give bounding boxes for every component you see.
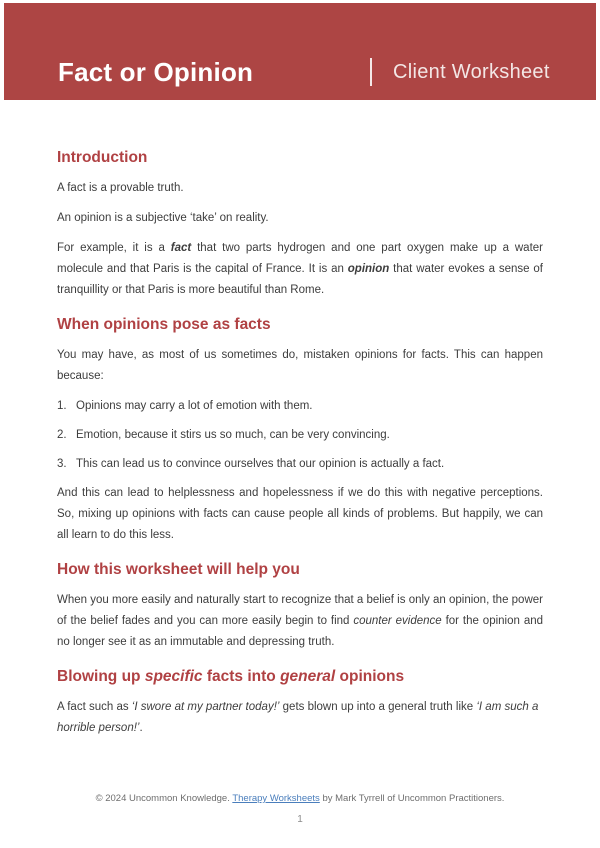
emphasis-opinion: opinion	[347, 263, 390, 275]
quote-horrible-person: ‘I am such a horrible person!’	[57, 701, 539, 734]
banner-subtitle-group	[370, 57, 550, 87]
numbered-list	[57, 396, 543, 475]
document-body	[0, 101, 600, 748]
list-item-text: Opinions may carry a lot of emotion with them.	[76, 400, 313, 412]
copyright-text: by Mark Tyrrell of Uncommon Practitioners.	[319, 793, 505, 804]
list-marker: 2.	[57, 429, 67, 441]
page-footer	[0, 793, 600, 805]
page-title: Fact or Opinion	[58, 57, 254, 87]
intro-paragraph-example	[57, 238, 543, 301]
text-segment: A fact such as	[57, 701, 132, 713]
quote-swore-at-partner: ‘I swore at my partner today!’	[131, 701, 280, 713]
list-marker: 3.	[57, 458, 67, 470]
intro-paragraph-fact: A fact is a provable truth.	[57, 182, 184, 194]
emphasis-specific: specific	[144, 668, 203, 685]
text-segment: that two parts hydrogen and one part oxygen make up a water molecule and that Paris is the capital of France. It is an	[57, 242, 543, 275]
emphasis-fact: fact	[170, 242, 192, 254]
text-segment: gets blown up into a general truth like	[279, 701, 477, 713]
opinions-intro-paragraph: You may have, as most of us sometimes do, mistaken opinions for facts. This can happen because:	[57, 349, 543, 382]
section-heading-introduction: Introduction	[57, 149, 148, 166]
heading-segment: opinions	[335, 668, 405, 685]
section-heading-how-worksheet-helps: How this worksheet will help you	[57, 561, 300, 578]
list-item-text: Emotion, because it stirs us so much, can be very convincing.	[76, 429, 390, 441]
text-segment: For example, it is a	[57, 242, 171, 254]
worksheet-type-label: Client Worksheet	[393, 61, 550, 83]
vertical-divider	[370, 58, 372, 86]
text-segment: for the opinion and no longer see it as an immutable and depressing truth.	[57, 615, 544, 648]
copyright-text: © 2024 Uncommon Knowledge.	[95, 793, 233, 804]
list-item	[57, 396, 543, 417]
text-segment: that water evokes a sense of tranquillity or that Paris is more beautiful than Rome.	[57, 263, 544, 296]
list-marker: 1.	[57, 400, 67, 412]
how-helps-paragraph	[57, 590, 543, 653]
title-banner	[4, 3, 596, 100]
section-heading-opinions-pose-as-facts: When opinions pose as facts	[57, 316, 271, 333]
text-segment: When you more easily and naturally start to recognize that a belief is only an opinion, the power of the belief fades and you can more easily begin to find	[57, 594, 543, 627]
opinions-conclusion-paragraph: And this can lead to helplessness and hopelessness if we do this with negative perceptions. So, mixing up opinions with facts can cause people all kinds of problems. But happily, we can all learn to do this less.	[57, 487, 543, 541]
list-item-text: This can lead us to convince ourselves that our opinion is actually a fact.	[76, 458, 445, 470]
text-segment: .	[139, 722, 143, 734]
section-heading-blowing-up-facts	[57, 667, 543, 687]
list-item	[57, 454, 543, 475]
list-item	[57, 425, 543, 446]
emphasis-general: general	[280, 668, 336, 685]
emphasis-counter-evidence: counter evidence	[353, 615, 442, 627]
heading-segment: Blowing up	[57, 668, 145, 685]
therapy-worksheets-link[interactable]: Therapy Worksheets	[232, 793, 320, 804]
blowing-up-paragraph	[57, 697, 543, 739]
heading-segment: facts into	[202, 668, 281, 685]
page-number: 1	[297, 814, 303, 825]
intro-paragraph-opinion: An opinion is a subjective ‘take’ on reality.	[57, 212, 269, 224]
